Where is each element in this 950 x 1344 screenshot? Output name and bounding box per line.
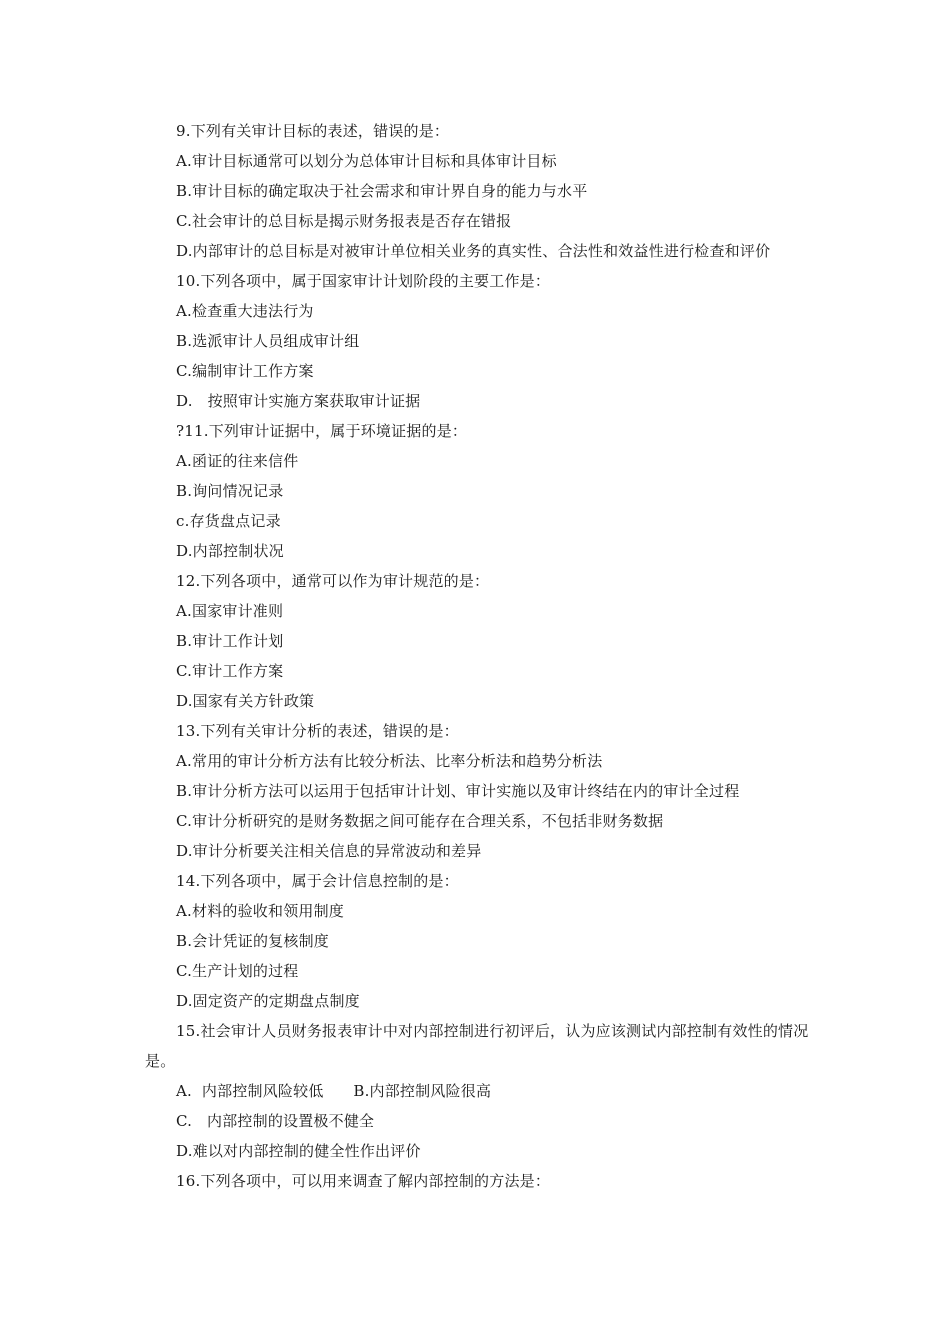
option-15c: C. 内部控制的设置极不健全: [176, 1112, 375, 1130]
option-12d: D.国家有关方针政策: [176, 692, 315, 710]
option-11a: A.函证的往来信件: [176, 452, 299, 470]
option-11d: D.内部控制状况: [176, 542, 284, 560]
option-12c: C.审计工作方案: [176, 662, 284, 680]
option-9c: C.社会审计的总目标是揭示财务报表是否存在错报: [176, 212, 512, 230]
option-12a: A.国家审计准则: [176, 602, 284, 620]
question-stem-14: 14.下列各项中，属于会计信息控制的是：: [176, 872, 459, 890]
option-13a: A.常用的审计分析方法有比较分析法、比率分析法和趋势分析法: [176, 752, 603, 770]
option-13c: C.审计分析研究的是财务数据之间可能存在合理关系，不包括非财务数据: [176, 812, 664, 830]
option-10b: B.选派审计人员组成审计组: [176, 332, 360, 350]
option-12b: B.审计工作计划: [176, 632, 284, 650]
question-stem-16: 16.下列各项中，可以用来调查了解内部控制的方法是：: [176, 1172, 551, 1190]
option-14a: A.材料的验收和领用制度: [176, 902, 345, 920]
document-page: [145, 116, 810, 1196]
option-14b: B.会计凭证的复核制度: [176, 932, 329, 950]
question-stem-11: ?11.下列审计证据中，属于环境证据的是：: [176, 422, 468, 440]
option-13b: B.审计分析方法可以运用于包括审计计划、审计实施以及审计终结在内的审计全过程: [176, 782, 740, 800]
option-15d: D.难以对内部控制的健全性作出评价: [176, 1142, 421, 1160]
option-10d: D. 按照审计实施方案获取审计证据: [176, 392, 421, 410]
question-stem-15: 15.社会审计人员财务报表审计中对内部控制进行初评后，认为应该测试内部控制有效性的情况是。: [145, 1022, 809, 1070]
question-stem-10: 10.下列各项中，属于国家审计计划阶段的主要工作是：: [176, 272, 551, 290]
option-9a: A.审计目标通常可以划分为总体审计目标和具体审计目标: [176, 152, 557, 170]
option-10c: C.编制审计工作方案: [176, 362, 314, 380]
question-stem-13: 13.下列有关审计分析的表述，错误的是：: [176, 722, 459, 740]
option-10a: A.检查重大违法行为: [176, 302, 314, 320]
question-stem-12: 12.下列各项中，通常可以作为审计规范的是：: [176, 572, 490, 590]
option-15ab: A. 内部控制风险较低 B.内部控制风险很高: [176, 1082, 492, 1100]
option-14d: D.固定资产的定期盘点制度: [176, 992, 360, 1010]
option-11b: B.询问情况记录: [176, 482, 284, 500]
question-stem-9: 9.下列有关审计目标的表述，错误的是：: [176, 122, 450, 140]
option-14c: C.生产计划的过程: [176, 962, 299, 980]
option-13d: D.审计分析要关注相关信息的异常波动和差异: [176, 842, 482, 860]
option-9b: B.审计目标的确定取决于社会需求和审计界自身的能力与水平: [176, 182, 588, 200]
option-11c: c.存货盘点记录: [176, 512, 281, 530]
option-9d: D.内部审计的总目标是对被审计单位相关业务的真实性、合法性和效益性进行检查和评价: [176, 242, 771, 260]
